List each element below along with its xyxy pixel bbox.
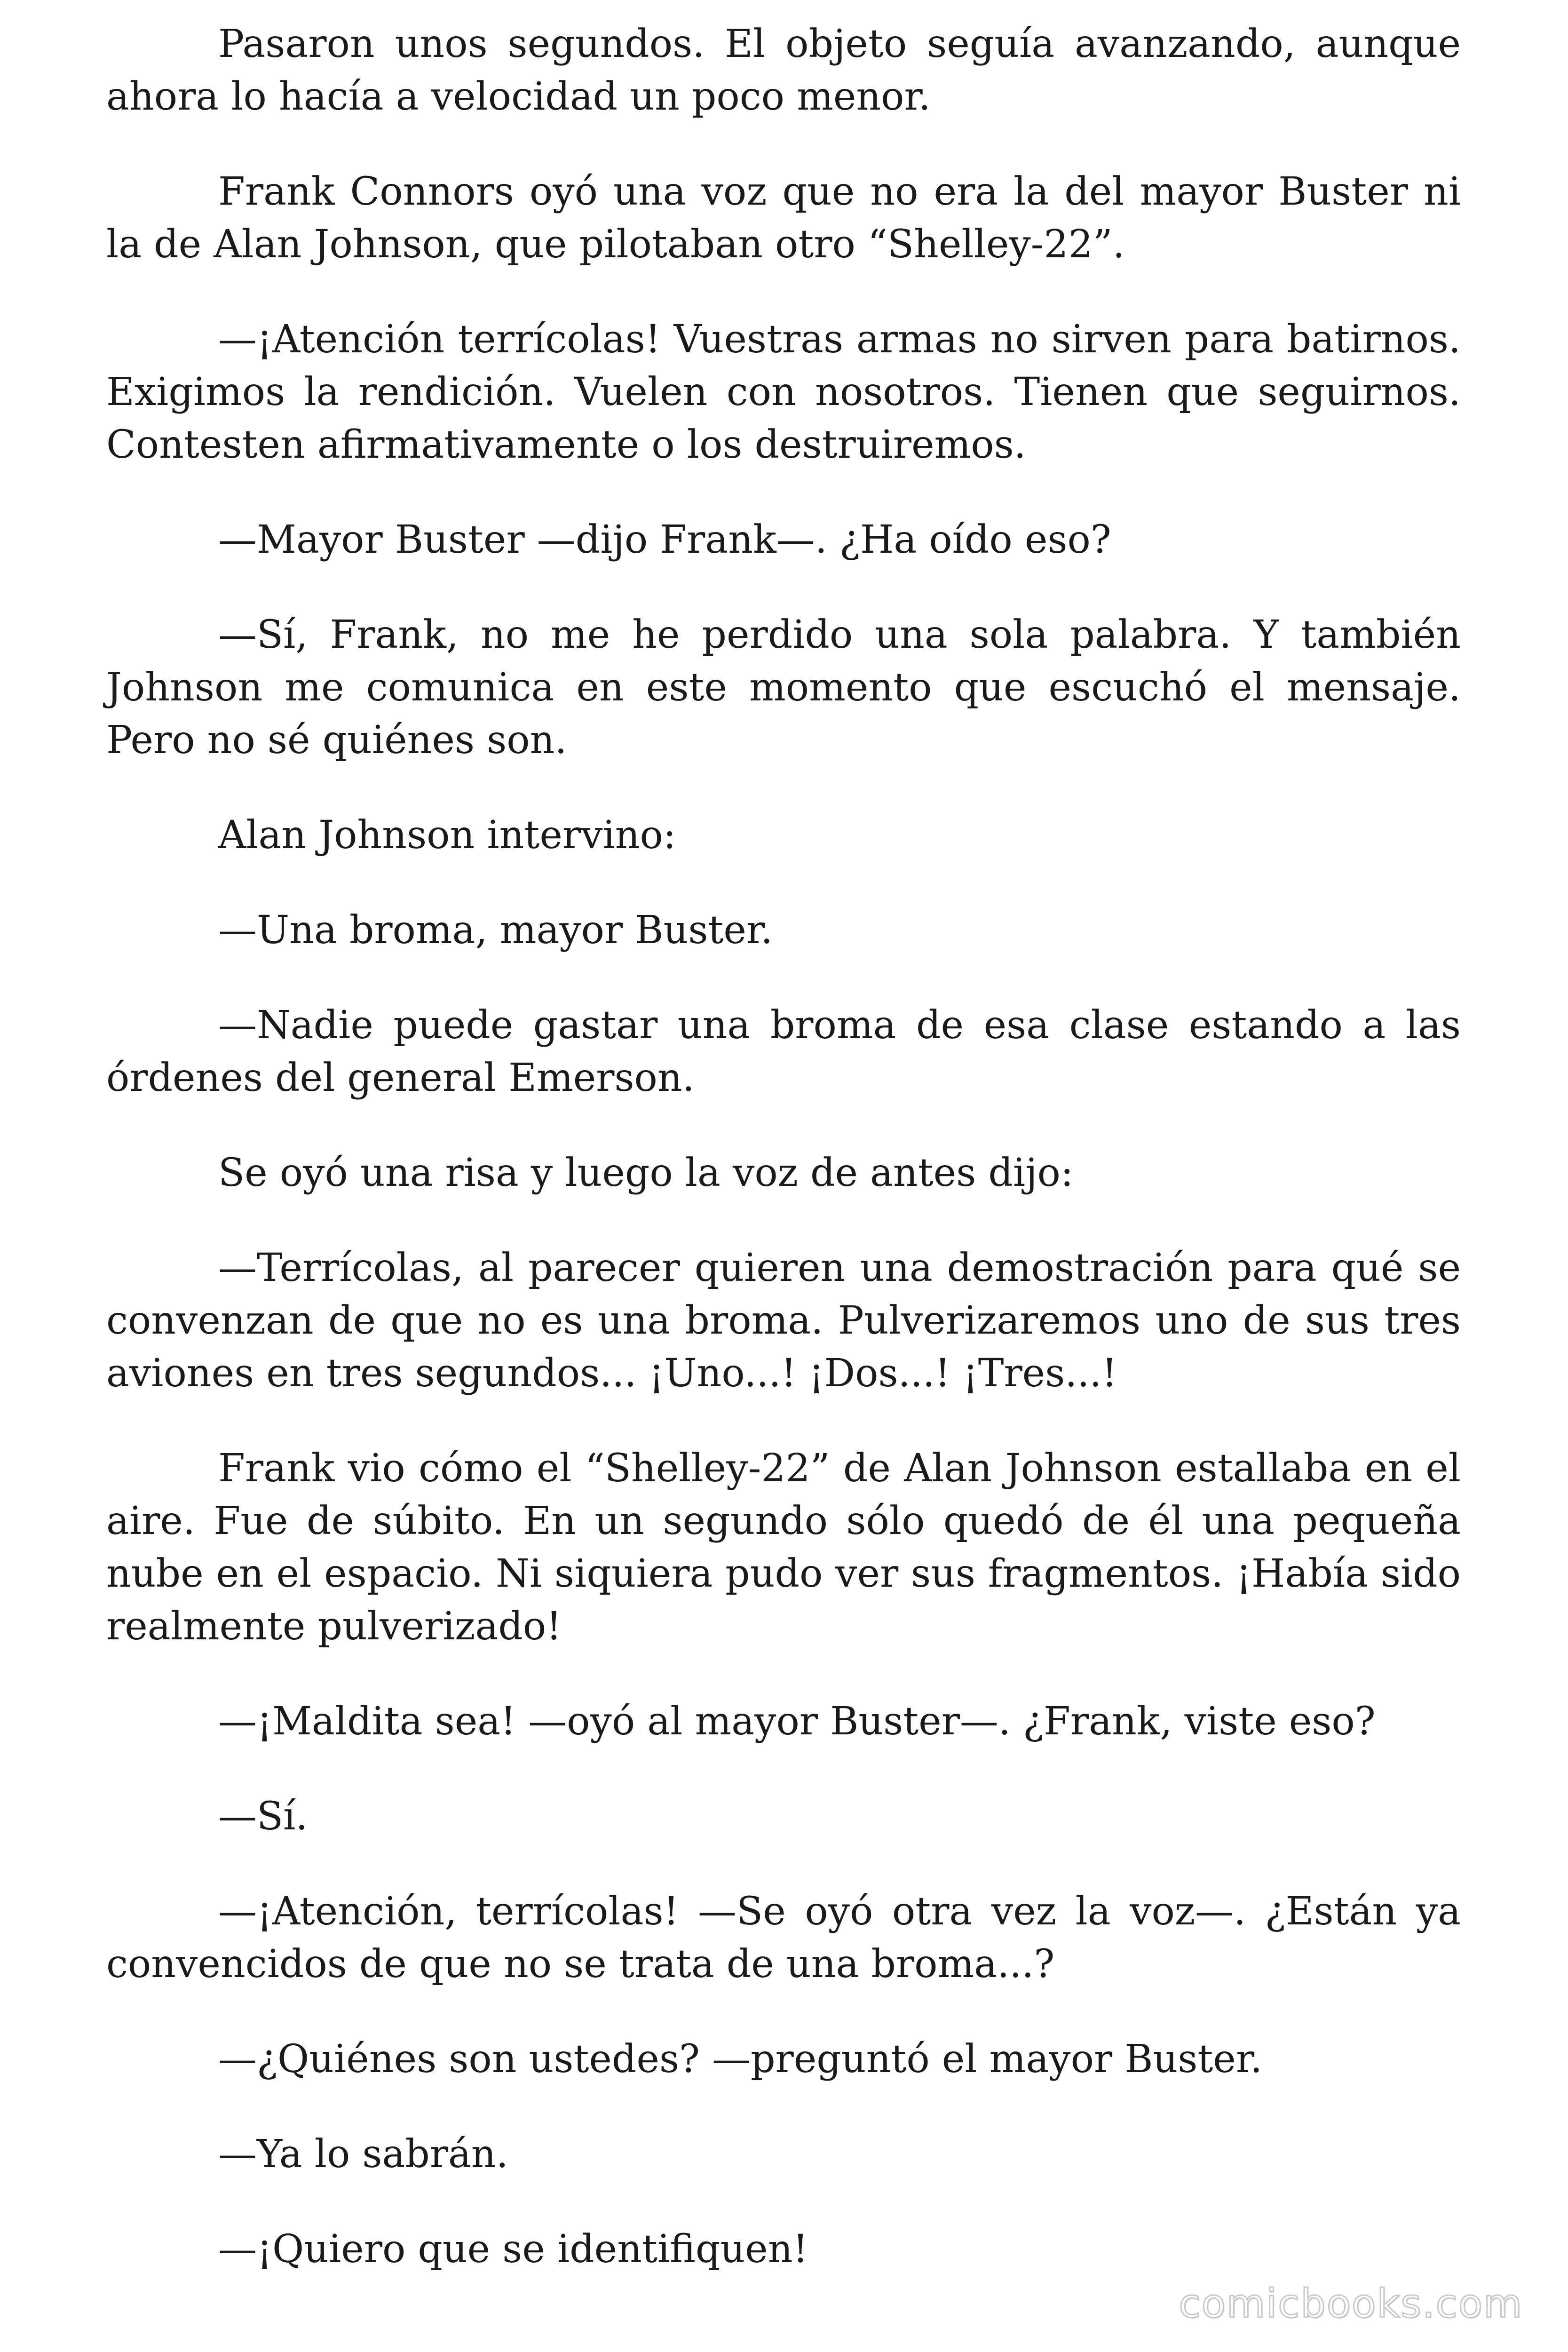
- paragraph: —Sí, Frank, no me he perdido una sola palabra. Y también Johnson me comunica en este momento que escuchó el mensaje. Pero no sé quiénes son.: [106, 612, 1461, 763]
- paragraph: Se oyó una risa y luego la voz de antes dijo:: [218, 1151, 1074, 1195]
- paragraph: Pasaron unos segundos. El objeto seguía avanzando, aunque ahora lo hacía a velocidad un poco menor.: [106, 22, 1461, 119]
- paragraph: Alan Johnson intervino:: [218, 813, 676, 858]
- paragraph: Frank Connors oyó una voz que no era la del mayor Buster ni la de Alan Johnson, que pilotaban otro “Shelley-22”.: [106, 169, 1461, 267]
- paragraph: —Nadie puede gastar una broma de esa clase estando a las órdenes del general Emerson.: [106, 1003, 1461, 1100]
- paragraph: —Terrícolas, al parecer quieren una demostración para qué se convenzan de que no es una broma. Pulverizaremos uno de sus tres aviones en tres segundos... ¡Uno...! ¡Dos...! ¡Tres...!: [106, 1246, 1461, 1396]
- paragraph: —Ya lo sabrán.: [218, 2132, 508, 2177]
- paragraph: —Mayor Buster —dijo Frank—. ¿Ha oído eso?: [218, 517, 1111, 562]
- watermark: comicbooks.com: [1179, 2280, 1523, 2327]
- paragraph: Frank vio cómo el “Shelley-22” de Alan Johnson estallaba en el aire. Fue de súbito. En un segundo sólo quedó de él una pequeña nube en el espacio. Ni siquiera pudo ver sus fragmentos. ¡Había sido realmente pulverizado!: [106, 1446, 1461, 1649]
- paragraph: —¡Quiero que se identifiquen!: [218, 2227, 808, 2272]
- paragraph: —¡Atención, terrícolas! —Se oyó otra vez la voz—. ¿Están ya convencidos de que no se trata de una broma...?: [106, 1889, 1461, 1986]
- paragraph: —¿Quiénes son ustedes? —preguntó el mayor Buster.: [218, 2037, 1263, 2082]
- paragraph: —Una broma, mayor Buster.: [218, 908, 773, 953]
- page-body: [106, 18, 1461, 2276]
- paragraph: —¡Atención terrícolas! Vuestras armas no sirven para batirnos. Exigimos la rendición. Vuelen con nosotros. Tienen que seguirnos. Contesten afirmativamente o los destruiremos.: [106, 317, 1461, 467]
- paragraph: —¡Maldita sea! —oyó al mayor Buster—. ¿Frank, viste eso?: [218, 1699, 1376, 1744]
- paragraph: —Sí.: [218, 1794, 308, 1839]
